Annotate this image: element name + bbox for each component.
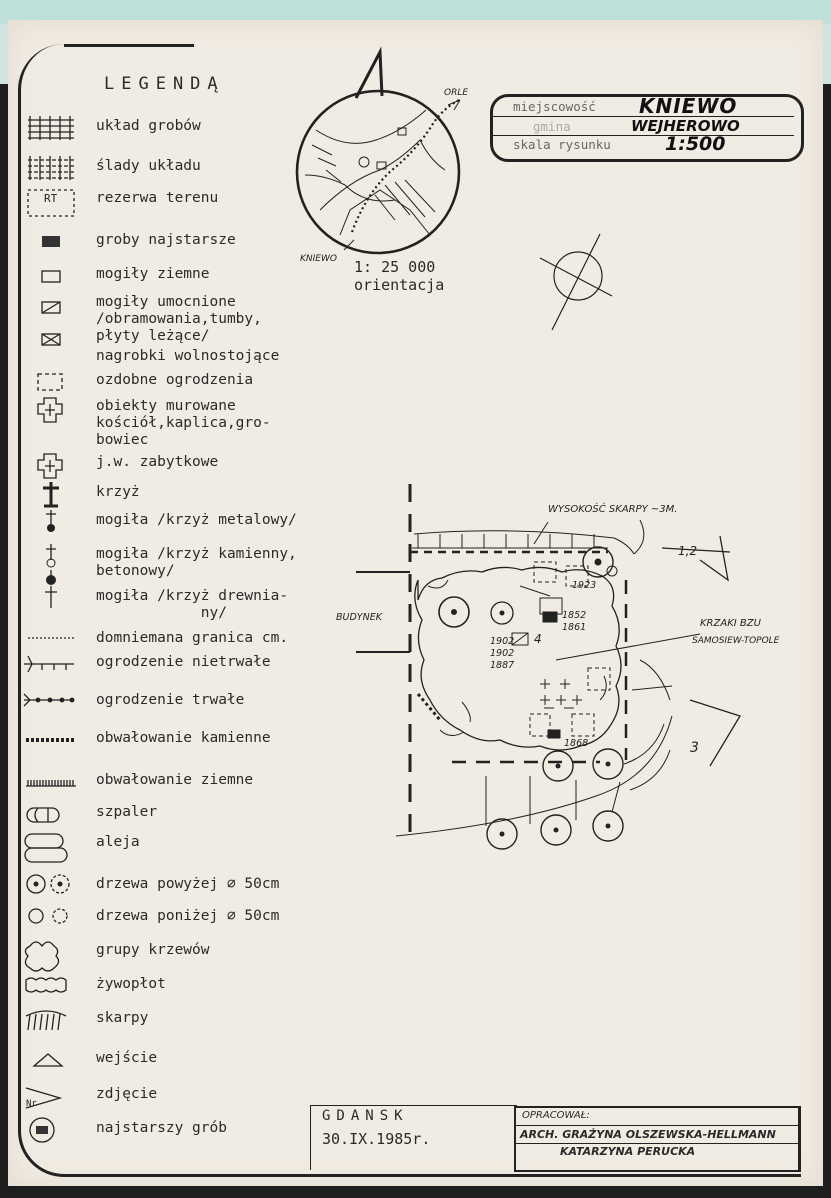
author-2: KATARZYNA PERUCKA	[560, 1145, 696, 1158]
photo-marker-3: 3	[690, 740, 699, 756]
svg-text:Nr: Nr	[26, 1099, 37, 1109]
legend-label: domniemana granica cm.	[96, 630, 289, 646]
legend-label: zdjęcie	[96, 1086, 158, 1102]
grave-year-1852: 1852	[562, 610, 587, 621]
shrubs-note-1: KRZAKI BZU	[700, 618, 761, 629]
scale-label: skala rysunku	[513, 137, 611, 152]
legend-label: obwałowanie ziemne	[96, 772, 254, 788]
legend-label: ogrodzenie nietrwałe	[96, 654, 271, 670]
legend-label: obwałowanie kamienne	[96, 730, 271, 746]
shrubs-note-2: SAMOSIEW-TOPOLE	[692, 636, 780, 646]
grave-year-1923: 1923	[572, 580, 597, 591]
legend-label: obiekty murowane kościół,kaplica,gro- bowiec	[96, 398, 271, 448]
legend-label: aleja	[96, 834, 140, 850]
legend-label: mogiły ziemne	[96, 266, 210, 282]
legend-label: wejście	[96, 1050, 158, 1066]
scale-value: 1:500	[665, 133, 726, 155]
legend-label: grupy krzewów	[96, 942, 210, 958]
legend-label: rezerwa terenu	[96, 190, 219, 206]
legend-label: krzyż	[96, 484, 140, 500]
legend-label: j.w. zabytkowe	[96, 454, 219, 470]
place-label: miejscowość	[513, 99, 596, 114]
legend-label: układ grobów	[96, 118, 201, 134]
county-value: WEJHEROWO	[631, 117, 740, 135]
photo-marker-1-2: 1,2	[678, 544, 698, 558]
legend-label: ogrodzenie trwałe	[96, 692, 245, 708]
grave-year-1868: 1868	[564, 738, 589, 749]
orientation-label: orientacja	[354, 276, 445, 294]
svg-text:RT: RT	[44, 192, 58, 205]
slope-height-note: WYSOKOŚĆ SKARPY ~3M.	[548, 504, 678, 515]
legend-title: LEGENDĄ	[104, 74, 225, 94]
prepared-label: OPRACOWAŁ:	[522, 1110, 590, 1121]
legend-label: najstarszy grób	[96, 1120, 227, 1136]
legend-label: drzewa powyżej ⌀ 50cm	[96, 876, 280, 892]
grave-year-1902a: 1902	[490, 636, 515, 647]
authors-box	[514, 1106, 801, 1172]
town-orle: ORLE	[444, 88, 469, 98]
grave-year-1902b: 1902	[490, 648, 515, 659]
legend-label: ozdobne ogrodzenia	[96, 372, 254, 388]
orientation-scale: 1: 25 000	[354, 258, 436, 276]
legend-label: mogiła /krzyż metalowy/	[96, 512, 297, 528]
legend-label: groby najstarsze	[96, 232, 236, 248]
legend-label: nagrobki wolnostojące	[96, 348, 280, 364]
legend-label: żywopłot	[96, 976, 166, 992]
legend-label: drzewa poniżej ⌀ 50cm	[96, 908, 280, 924]
footer-city: GDANSK	[322, 1108, 409, 1124]
grave-year-1861: 1861	[562, 622, 587, 633]
building-label: BUDYNEK	[336, 612, 382, 623]
town-kniewo: KNIEWO	[300, 254, 337, 264]
legend-label: mogiła /krzyż kamienny, betonowy/	[96, 546, 297, 579]
place-value: KNIEWO	[639, 94, 738, 118]
author-1: ARCH. GRAŻYNA OLSZEWSKA-HELLMANN	[520, 1128, 776, 1141]
legend-label: mogiły umocnione /obramowania,tumby, płyty leżące/	[96, 294, 262, 344]
county-label: gmina	[533, 119, 571, 134]
legend-label: szpaler	[96, 804, 158, 820]
legend-label: mogiła /krzyż drewnia- ny/	[96, 588, 289, 621]
grave-year-1887: 1887	[490, 660, 515, 671]
legend-label: ślady układu	[96, 158, 201, 174]
legend-label: skarpy	[96, 1010, 149, 1026]
photo-marker-4: 4	[534, 632, 542, 646]
footer-date: 30.IX.1985r.	[322, 1130, 431, 1148]
